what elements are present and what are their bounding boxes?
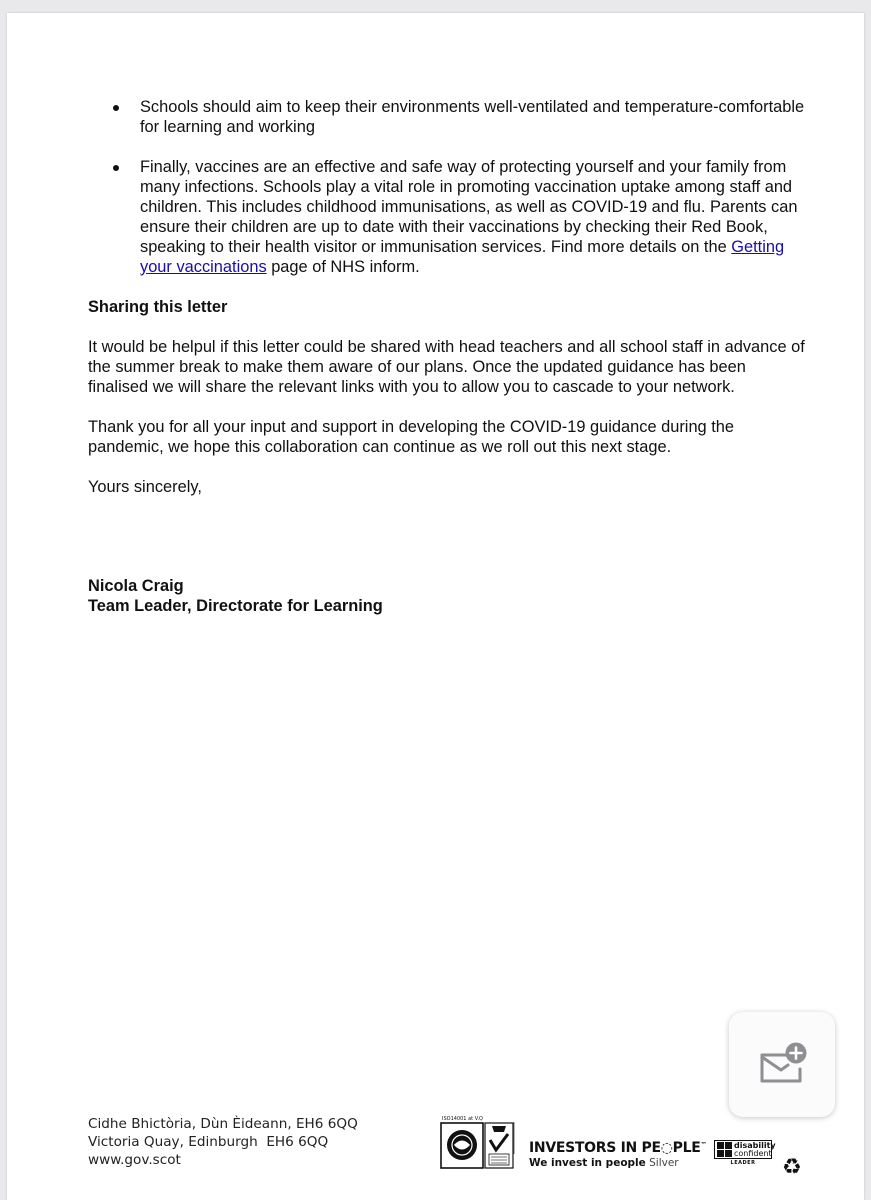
iip-title: INVESTORS IN PE◌PLE [529, 1140, 701, 1156]
signatory-name: Nicola Craig [88, 577, 184, 595]
list-item [88, 157, 808, 277]
sharing-paragraph: It would be helpul if this letter could be shared with head teachers and all school staff in advance of the summer break to make them aware of our plans. Once the updated guidance has been finalised we will share the relevant links with you to allow you to cascade to your network. [88, 338, 805, 396]
website: www.gov.scot [88, 1152, 181, 1168]
investors-in-people-logo [529, 1140, 709, 1169]
iip-level: Silver [649, 1157, 679, 1169]
recycle-icon: ♻ [782, 1154, 802, 1179]
iip-trademark: ™ [700, 1141, 707, 1149]
bullet-text-vaccines-end: page of NHS inform. [266, 258, 420, 276]
dc-line1: disability [734, 1140, 776, 1150]
letter-body [88, 97, 808, 616]
bullet-dot [113, 165, 119, 171]
mail-plus-icon [756, 1041, 808, 1089]
sharing-heading: Sharing this letter [88, 298, 228, 316]
footer-address [88, 1115, 358, 1169]
iip-subtitle: We invest in people [529, 1157, 646, 1169]
signature-space [88, 517, 808, 576]
bullet-list [88, 97, 808, 277]
disability-confident-icon [717, 1142, 732, 1157]
bullet-text-ventilation: Schools should aim to keep their environments well-ventilated and temperature-comfortable for learning and working [140, 98, 805, 136]
dc-line2: confident [734, 1148, 772, 1158]
iso-certification-logo [440, 1114, 516, 1177]
thank-you-paragraph: Thank you for all your input and support in developing the COVID-19 guidance during the pandemic, we hope this collaboration can continue as we roll out this next stage. [88, 418, 735, 456]
iso-text: ISO14001 at V.Q [442, 1116, 483, 1122]
bullet-dot [113, 105, 119, 111]
address-english: Victoria Quay, Edinburgh EH6 6QQ [88, 1134, 329, 1150]
iso-badge-icon [440, 1114, 516, 1172]
list-item [88, 97, 808, 137]
getting-your-vaccinations-link[interactable]: Getting your vaccinations [140, 238, 785, 276]
disability-confident-logo [714, 1140, 776, 1168]
address-gaelic: Cidhe Bhictòria, Dùn Èideann, EH6 6QQ [88, 1116, 358, 1132]
closing: Yours sincerely, [88, 478, 202, 496]
bullet-text-vaccines: Finally, vaccines are an effective and safe way of protecting yourself and your family from many infections. Schools play a vital role in promoting vaccination uptake among staff and children. This includes childhood immunisations, as well as COVID-19 and flu. Parents can ensure their children are up to date with their vaccinations by checking their Red Book, speaking to their health visitor or immunisation services. Find more details on the [140, 158, 798, 256]
signatory-title: Team Leader, Directorate for Learning [88, 597, 383, 615]
add-to-mail-button[interactable] [729, 1012, 835, 1117]
dc-leader: LEADER [730, 1160, 756, 1166]
